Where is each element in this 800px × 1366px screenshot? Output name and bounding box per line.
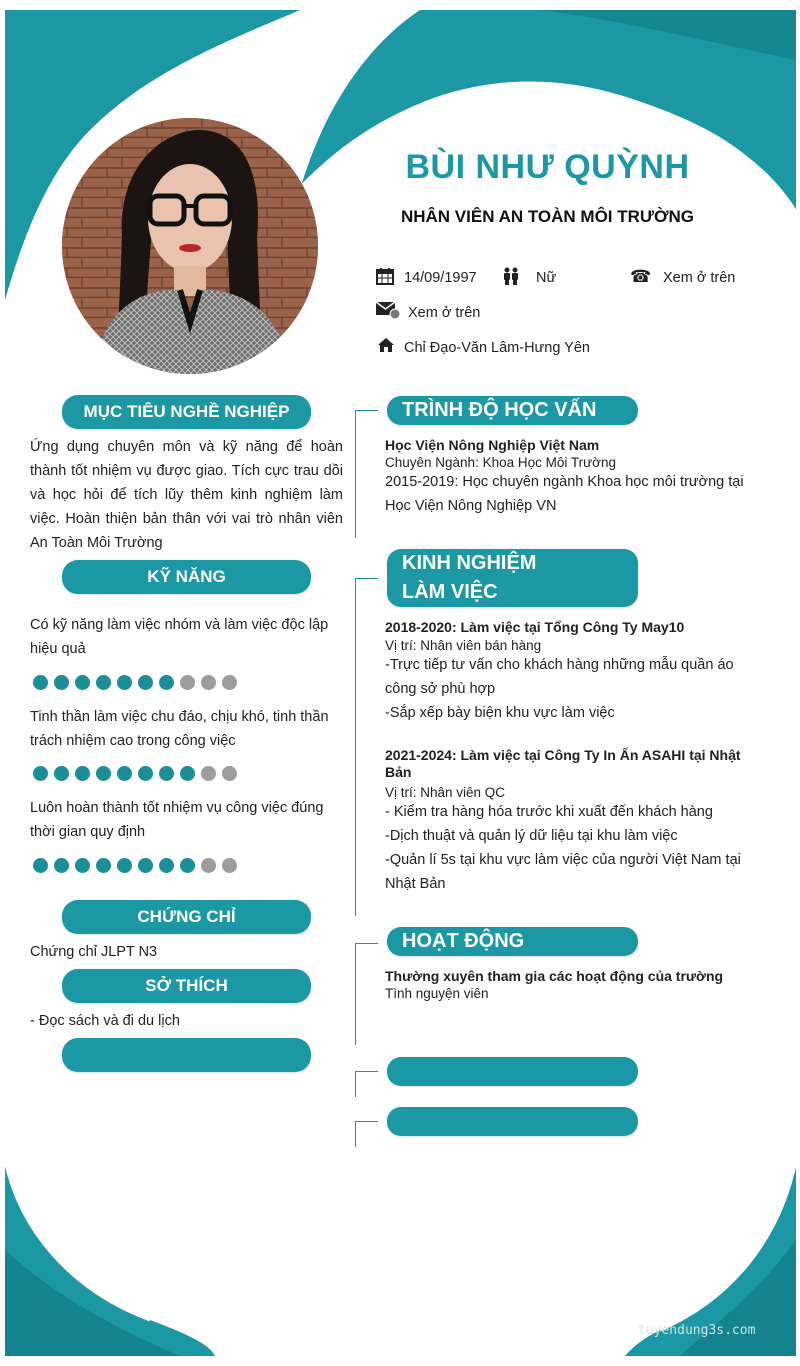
timeline-tick [356, 1071, 378, 1072]
job-1-title: 2018-2020: Làm việc tại Tổng Công Ty May10 [385, 619, 685, 635]
rating-dot-empty [180, 675, 195, 690]
home-icon [377, 337, 395, 358]
experience-heading: KINH NGHIỆM LÀM VIỆC [387, 549, 638, 607]
skill-2-rating [33, 766, 237, 781]
timeline-experience [355, 578, 356, 916]
email-icon [375, 300, 401, 325]
phone: Xem ở trên [663, 270, 736, 286]
rating-dot-filled [159, 858, 174, 873]
rating-dot-empty [201, 858, 216, 873]
job-1-duty-2: -Sắp xếp bày biện khu vực làm việc [385, 705, 615, 721]
birthdate: 14/09/1997 [404, 270, 477, 286]
education-detail: 2015-2019: Học chuyên ngành Khoa học môi trường tại Học Viện Nông Nghiệp VN [385, 474, 744, 514]
timeline-tick [356, 943, 378, 944]
job-2-title: 2021-2024: Làm việc tại Công Ty In Ấn ASAHI tại Nhật Bản [385, 747, 741, 780]
job-2-duty-2: -Dịch thuật và quản lý dữ liệu tại khu làm việc [385, 828, 678, 844]
avatar [62, 118, 318, 374]
rating-dot-filled [33, 766, 48, 781]
people-icon [502, 267, 520, 290]
candidate-name: BÙI NHƯ QUỲNH [405, 148, 690, 186]
rating-dot-filled [33, 858, 48, 873]
rating-dot-filled [180, 858, 195, 873]
job-1-position: Vị trí: Nhân viên bán hàng [385, 638, 542, 653]
empty-right-heading-1 [387, 1057, 638, 1086]
timeline-tick [356, 578, 378, 579]
email: Xem ở trên [408, 305, 481, 321]
rating-dot-filled [138, 858, 153, 873]
rating-dot-filled [180, 766, 195, 781]
rating-dot-filled [33, 675, 48, 690]
rating-dot-filled [117, 766, 132, 781]
empty-right-heading-2 [387, 1107, 638, 1136]
rating-dot-filled [138, 766, 153, 781]
rating-dot-empty [201, 766, 216, 781]
empty-left-heading [62, 1038, 311, 1072]
activity-title: Thường xuyên tham gia các hoạt động của trường [385, 968, 724, 984]
phone-icon: ☎ [630, 267, 652, 286]
activity-role: Tình nguyện viên [385, 986, 489, 1001]
job-1-duty-1: -Trực tiếp tư vấn cho khách hàng những mẫu quần áo công sở phù hợp [385, 657, 734, 697]
timeline-tick [356, 410, 378, 411]
job-2-position: Vị trí: Nhân viên QC [385, 785, 506, 800]
address: Chỉ Đạo-Văn Lâm-Hưng Yên [404, 340, 590, 356]
rating-dot-empty [222, 858, 237, 873]
rating-dot-filled [117, 858, 132, 873]
skill-2-text: Tinh thần làm việc chu đáo, chịu khó, tinh thần trách nhiệm cao trong công việc [30, 709, 329, 749]
rating-dot-filled [75, 858, 90, 873]
skill-1-rating [33, 675, 237, 690]
rating-dot-empty [222, 675, 237, 690]
objective-heading: MỤC TIÊU NGHỀ NGHIỆP [62, 395, 311, 429]
rating-dot-filled [159, 675, 174, 690]
timeline-tick [356, 1121, 378, 1122]
skill-3-text: Luôn hoàn thành tốt nhiệm vụ công việc đúng thời gian quy định [30, 800, 324, 840]
education-heading: TRÌNH ĐỘ HỌC VẤN [387, 396, 638, 425]
timeline-empty-1 [355, 1071, 356, 1097]
education-major: Chuyên Ngành: Khoa Học Môi Trường [385, 455, 617, 470]
skill-3-rating [33, 858, 237, 873]
rating-dot-filled [54, 675, 69, 690]
watermark: tuyendung3s.com [638, 1323, 756, 1338]
rating-dot-filled [96, 858, 111, 873]
job-2-duty-1: - Kiểm tra hàng hóa trước khi xuất đến khách hàng [385, 804, 713, 820]
rating-dot-filled [96, 675, 111, 690]
hobbies-heading: SỞ THÍCH [62, 969, 311, 1003]
rating-dot-filled [75, 675, 90, 690]
certificates-heading: CHỨNG CHỈ [62, 900, 311, 934]
timeline-education [355, 410, 356, 538]
hobbies-text: - Đọc sách và đi du lịch [30, 1013, 180, 1029]
job-2-duty-3: -Quản lí 5s tại khu vực làm việc của người Việt Nam tại Nhật Bản [385, 852, 741, 892]
rating-dot-filled [54, 766, 69, 781]
timeline-activities [355, 943, 356, 1045]
rating-dot-filled [96, 766, 111, 781]
objective-text: Ứng dụng chuyên môn và kỹ năng để hoàn thành tốt nhiệm vụ được giao. Tích cực trau dồi và học hỏi để tích lũy thêm kinh nghiệm làm việc. Hoàn thiện bản thân với vai trò nhân viên An Toàn Môi Trường [30, 439, 343, 551]
skills-heading: KỸ NĂNG [62, 560, 311, 594]
activities-heading: HOẠT ĐỘNG [387, 927, 638, 956]
rating-dot-filled [138, 675, 153, 690]
calendar-icon [376, 267, 394, 290]
certificate-text: Chứng chỉ JLPT N3 [30, 944, 158, 960]
timeline-empty-2 [355, 1121, 356, 1147]
rating-dot-empty [201, 675, 216, 690]
rating-dot-filled [159, 766, 174, 781]
rating-dot-filled [75, 766, 90, 781]
rating-dot-filled [117, 675, 132, 690]
rating-dot-filled [54, 858, 69, 873]
gender: Nữ [536, 270, 557, 286]
education-school: Học Viện Nông Nghiệp Việt Nam [385, 437, 600, 453]
skill-1-text: Có kỹ năng làm việc nhóm và làm việc độc lập hiệu quả [30, 617, 329, 657]
rating-dot-empty [222, 766, 237, 781]
job-title: NHÂN VIÊN AN TOÀN MÔI TRƯỜNG [400, 207, 695, 226]
